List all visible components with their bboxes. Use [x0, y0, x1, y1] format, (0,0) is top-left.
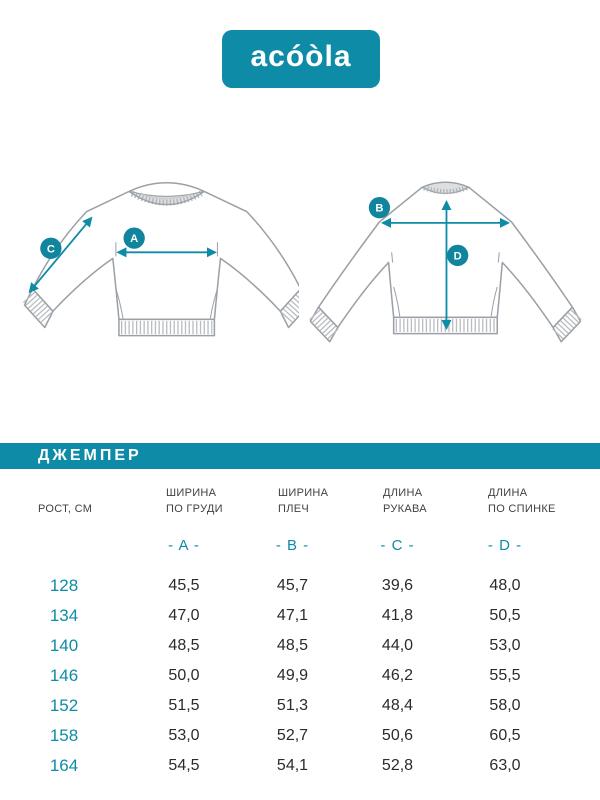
- table-row: [0, 571, 560, 601]
- value-cell: 47,1: [276, 607, 309, 624]
- size-cell: 164: [49, 756, 79, 775]
- value-cell: 50,6: [381, 727, 414, 744]
- column-header-b-line2: ПЛЕЧ: [278, 502, 309, 515]
- column-header-c-line2: РУКАВА: [383, 502, 427, 515]
- value-cell: 39,6: [381, 577, 414, 594]
- measure-badge-d: [447, 245, 468, 266]
- letter-cell-b: - B -: [275, 536, 310, 554]
- letter-cell-c: - C -: [380, 536, 415, 554]
- column-header-c-line1: ДЛИНА: [383, 487, 423, 500]
- sweater-diagrams: [0, 165, 600, 365]
- value-cell: 51,3: [276, 697, 309, 714]
- value-cell: 54,1: [276, 757, 309, 774]
- size-cell: 158: [49, 726, 79, 745]
- value-cell: 58,0: [489, 697, 521, 714]
- value-cell: 52,7: [276, 727, 309, 744]
- height-column-header: РОСТ, СМ: [38, 502, 93, 515]
- value-cell: 53,0: [168, 727, 200, 744]
- section-title: ДЖЕМПЕР: [38, 447, 142, 464]
- size-cell: 152: [49, 696, 79, 715]
- measure-badge-a: [123, 227, 144, 248]
- table-row: [0, 751, 560, 781]
- size-cell: 134: [49, 606, 79, 625]
- table-row: [0, 691, 560, 721]
- value-cell: 41,8: [381, 607, 414, 624]
- value-cell: 53,0: [489, 637, 521, 654]
- table-row: [0, 661, 560, 691]
- letter-cell-d: - D -: [487, 536, 523, 554]
- value-cell: 47,0: [168, 607, 200, 624]
- svg-text:B: B: [375, 202, 384, 215]
- column-header-a-line2: ПО ГРУДИ: [166, 502, 223, 515]
- letter-cell-a: - A -: [168, 536, 200, 554]
- value-cell: 55,5: [489, 667, 521, 684]
- value-cell: 45,5: [168, 577, 200, 594]
- brand-logo-text: acóòla: [250, 40, 352, 73]
- value-cell: 63,0: [489, 757, 521, 774]
- column-header-d: [450, 478, 560, 519]
- value-cell: 46,2: [381, 667, 414, 684]
- value-cell: 49,9: [276, 667, 309, 684]
- size-cell: 146: [49, 666, 79, 685]
- table-row: [0, 601, 560, 631]
- sweater-back-outline: [310, 182, 580, 341]
- measure-badge-b: [369, 197, 390, 218]
- sweater-back-diagram: [306, 165, 591, 361]
- column-header-d-line1: ДЛИНА: [488, 487, 528, 500]
- size-cell: 140: [49, 636, 79, 655]
- value-cell: 50,0: [168, 667, 200, 684]
- value-cell: 48,5: [168, 637, 200, 654]
- value-cell: 54,5: [168, 757, 200, 774]
- size-cell: 128: [49, 576, 79, 595]
- value-cell: 45,7: [276, 577, 309, 594]
- letter-cell-empty: [0, 519, 128, 571]
- sweater-front-outline: [24, 183, 299, 336]
- svg-text:D: D: [453, 250, 462, 263]
- column-header-b: [240, 478, 345, 519]
- value-cell: 52,8: [381, 757, 414, 774]
- size-table: [0, 478, 560, 781]
- table-row: [0, 631, 560, 661]
- sweater-front-diagram: [14, 165, 299, 361]
- svg-text:A: A: [130, 233, 139, 246]
- column-header-c: [345, 478, 450, 519]
- value-cell: 44,0: [381, 637, 414, 654]
- table-row: [0, 721, 560, 751]
- svg-text:C: C: [46, 243, 55, 256]
- value-cell: 50,5: [489, 607, 521, 624]
- table-letter-row: [0, 519, 560, 571]
- table-header-row: [0, 478, 560, 519]
- value-cell: 51,5: [168, 697, 200, 714]
- column-header-a: [128, 478, 240, 519]
- measure-badge-c: [40, 238, 61, 259]
- value-cell: 48,4: [381, 697, 414, 714]
- value-cell: 48,0: [489, 577, 521, 594]
- brand-logo: [222, 30, 380, 88]
- value-cell: 48,5: [276, 637, 309, 654]
- value-cell: 60,5: [489, 727, 521, 744]
- column-header-d-line2: ПО СПИНКЕ: [488, 502, 556, 515]
- section-header: [0, 443, 600, 469]
- column-header-a-line1: ШИРИНА: [166, 487, 217, 500]
- column-header-b-line1: ШИРИНА: [278, 487, 329, 500]
